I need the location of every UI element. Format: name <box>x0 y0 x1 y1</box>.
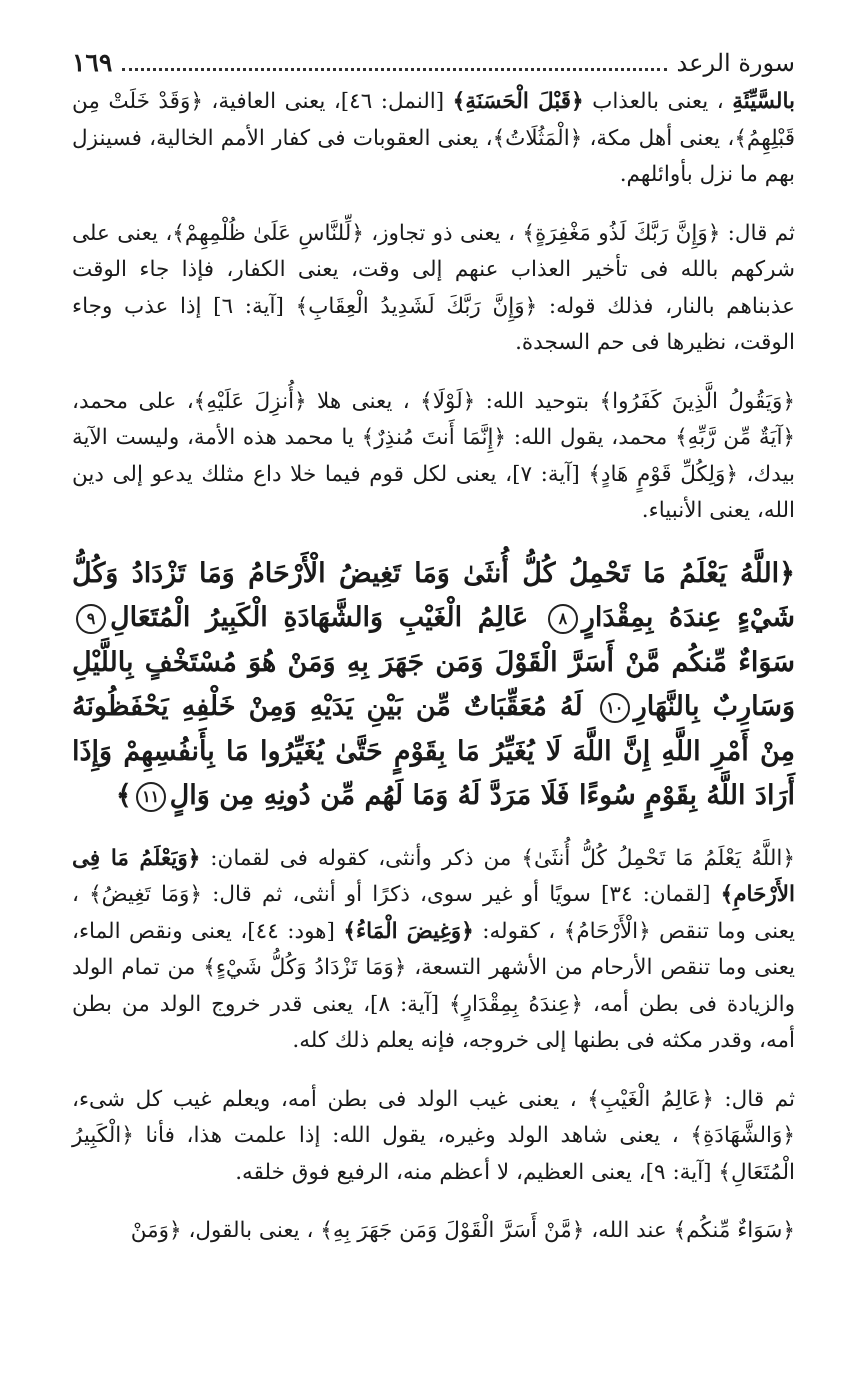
quran-quote: ﴿لَوْلَا﴾ <box>420 388 476 414</box>
quran-quote: ﴿الْأَرْحَامُ﴾ <box>563 918 651 944</box>
quran-quote: ﴿وَيَقُولُ الَّذِينَ كَفَرُوا﴾ <box>599 388 795 414</box>
chapter-title: سورة الرعد <box>676 49 795 77</box>
text-segment: ، يعنى وما تنقص <box>72 882 796 944</box>
page-number: ١٦٩ <box>72 48 113 77</box>
paragraph-4 <box>72 841 795 1060</box>
text-segment: ، يعنى على شركهم بالله فى تأخير العذاب عنهم إلى وقت، يعنى الكفار، فإذا جاء الوقت عذبناهم بالنار، فذلك قوله: <box>72 220 795 319</box>
text-segment: ثم قال: <box>713 1086 796 1112</box>
quran-quote: ﴿وَالشَّهَادَةِ﴾ <box>690 1123 795 1148</box>
quran-quote: ﴿الْكَبِيرُ الْمُتَعَالِ﴾ <box>72 1123 795 1185</box>
text-segment: ، يعنى غيب الولد فى بطن أمه، ويعلم غيب كل شىء، <box>72 1086 588 1112</box>
ayah-marker-11: ١١ <box>136 782 166 812</box>
text-segment: ثم قال: <box>720 220 796 246</box>
paragraph-6 <box>72 1213 795 1250</box>
text-segment: ، يعنى بالعذاب <box>583 89 733 114</box>
paragraph-3 <box>72 384 795 530</box>
text-segment: ، يعنى العقوبات فى كفار الأمم الخالية، فسينزل بهم ما نزل بأوائلهم. <box>72 125 795 187</box>
text-segment: بالسَّيِّئَةِ <box>732 89 795 114</box>
quran-quote: ﴿وَقَدْ خَلَتْ مِن قَبْلِهِمُ﴾ <box>72 89 796 151</box>
quran-quote: ﴿اللَّهُ يَعْلَمُ مَا تَحْمِلُ كُلُّ أُنثَىٰ﴾ <box>521 845 796 871</box>
text-segment: عند الله، <box>584 1218 674 1243</box>
quran-quote: ﴿مَّنْ أَسَرَّ الْقَوْلَ وَمَن جَهَرَ بِهِ﴾ <box>320 1218 585 1243</box>
text-segment: [آية: ٧]، يعنى لكل قوم فيما خلا داع مثلك يدعو إلى دين الله، يعنى الأنبياء. <box>72 461 795 523</box>
text-segment: [آية: ٦] إذا عذب وجاء الوقت، نظيرها فى حم السجدة. <box>72 293 795 355</box>
quran-quote: ﴿الْمَثُلَاتُ﴾ <box>492 125 583 151</box>
quran-quote: ﴿وَإِنَّ رَبَّكَ لَذُو مَغْفِرَةٍ﴾ <box>522 220 721 246</box>
ayah-marker-10: ١٠ <box>600 693 630 723</box>
quran-quote: ﴿وَإِنَّ رَبَّكَ لَشَدِيدُ الْعِقَابِ﴾ <box>295 293 538 319</box>
ayah-marker-9: ٩ <box>76 604 106 634</box>
text-segment: ، يعنى أهل مكة، <box>582 125 735 151</box>
quran-quote: ﴿وَلِكُلِّ قَوْمٍ هَادٍ﴾ <box>588 461 738 487</box>
text-segment: [آية: ٨]، يعنى قدر خروج الولد من بطن أمه، وقدر مكثه فى بطنها إلى خروجه، فإنه يعلم ذلك كله. <box>72 991 795 1053</box>
text-segment: ، كقوله: <box>473 918 564 944</box>
quran-quote: ﴿وَيَعْلَمُ مَا فِى الأَرْحَامِ﴾ <box>72 845 795 907</box>
quran-quote: ﴿وَمَنْ <box>130 1218 182 1243</box>
text-segment: ، يعنى ذو تجاوز، <box>363 220 523 246</box>
quran-quote: ﴿إِنَّمَا أَنتَ مُنذِرٌ﴾ <box>361 425 507 450</box>
text-segment: [آية: ٩]، يعنى العظيم، لا أعظم منه، الرفيع فوق خلقه. <box>235 1159 719 1185</box>
quran-quote: ﴿عَالِمُ الْغَيْبِ﴾ <box>587 1086 714 1112</box>
verse-11: لَهُ مُعَقِّبَاتٌ مِّن بَيْنِ يَدَيْهِ وَمِنْ خَلْفِهِ يَحْفَظُونَهُ مِنْ أَمْرِ اللَّهِ إِنَّ اللَّهَ لَا يُغَيِّرُ مَا بِقَوْمٍ حَتَّىٰ يُغَيِّرُوا مَا بِأَنفُسِهِمْ وَإِذَا أَرَادَ اللَّهُ بِقَوْمٍ سُوءًا فَلَا مَرَدَّ لَهُ وَمَا لَهُم مِّن دُونِهِ مِن وَالٍ <box>72 691 795 811</box>
text-segment: من تمام الولد والزيادة فى بطن أمه، <box>72 955 795 1017</box>
quran-quote: ﴿عِندَهُ بِمِقْدَارٍ﴾ <box>449 991 583 1017</box>
quran-quote: ﴿وَمَا تَزْدَادُ وَكُلُّ شَيْءٍ﴾ <box>203 955 407 980</box>
verse-9: عَالِمُ الْغَيْبِ وَالشَّهَادَةِ الْكَبِيرُ الْمُتَعَالِ <box>110 602 529 633</box>
quran-verse-block <box>72 552 795 819</box>
quran-quote: ﴿أُنزِلَ عَلَيْهِ﴾ <box>193 388 307 414</box>
paragraph-2 <box>72 216 795 362</box>
text-segment: ، يعنى هلا <box>306 388 421 414</box>
verse-8: ﴿اللَّهُ يَعْلَمُ مَا تَحْمِلُ كُلُّ أُنثَىٰ وَمَا تَغِيضُ الْأَرْحَامُ وَمَا تَزْدَادُ وَكُلُّ شَيْءٍ عِندَهُ بِمِقْدَارٍ <box>72 557 795 633</box>
text-segment: ، يعنى بالقول، <box>181 1218 321 1243</box>
text-segment: يا محمد هذه الأمة، وليست الآية بيدك، <box>72 425 795 487</box>
paragraph-1 <box>72 84 795 194</box>
page-header <box>72 48 795 84</box>
text-segment: من ذكر وأنثى، كقوله فى لقمان: <box>200 845 522 871</box>
text-segment: [النمل: ٤٦]، يعنى العافية، <box>202 89 453 114</box>
quran-quote: ﴿آيَةٌ مِّن رَّبِّهِ﴾ <box>675 425 796 450</box>
verse-close-bracket: ﴾ <box>115 780 132 811</box>
verse-10: سَوَاءٌ مِّنكُم مَّنْ أَسَرَّ الْقَوْلَ وَمَن جَهَرَ بِهِ وَمَنْ هُوَ مُسْتَخْفٍ بِاللَّيْلِ وَسَارِبٌ بِالنَّهَارِ <box>72 646 796 722</box>
quran-quote: ﴿سَوَاءٌ مِّنكُم﴾ <box>673 1218 795 1243</box>
text-segment: [لقمان: ٣٤] سويًا أو غير سوى، ذكرًا أو أنثى، ثم قال: <box>202 882 721 907</box>
paragraph-5 <box>72 1082 795 1192</box>
quran-quote: ﴿قَبْلَ الْحَسَنَةِ﴾ <box>452 89 584 114</box>
quran-quote: ﴿وَغِيضَ الْمَاءُ﴾ <box>343 918 474 944</box>
text-segment: ، يعنى شاهد الولد وغيره، يقول الله: إذا علمت هذا، فأنا <box>133 1123 691 1148</box>
text-segment: محمد، يقول الله: <box>506 425 676 450</box>
text-segment: بتوحيد الله: <box>475 388 600 414</box>
ayah-marker-8: ٨ <box>548 604 578 634</box>
text-segment: [هود: ٤٤]، يعنى ونقص الماء، يعنى وما تنقص الأرحام من الأشهر التسعة، <box>72 918 795 980</box>
quran-quote: ﴿وَمَا تَغِيضُ﴾ <box>89 882 203 907</box>
quran-quote: ﴿لِّلنَّاسِ عَلَىٰ ظُلْمِهِمْ﴾ <box>172 220 364 246</box>
header-dotted-leader <box>122 68 666 71</box>
text-segment: ، على محمد، <box>72 388 194 414</box>
